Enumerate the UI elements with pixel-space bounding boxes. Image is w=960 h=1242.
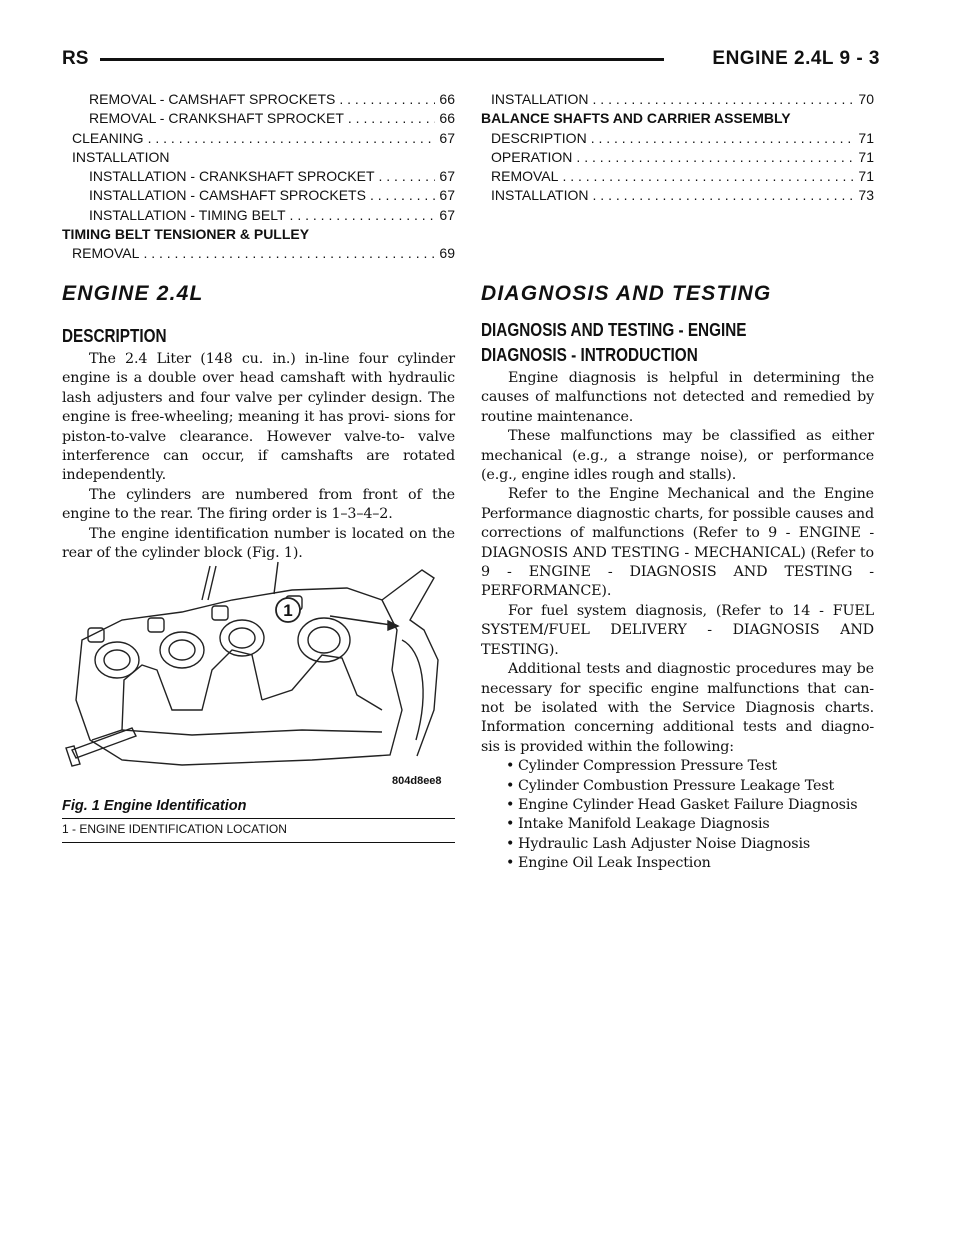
figure-bottom-rule xyxy=(62,842,455,843)
toc-leader xyxy=(290,206,436,225)
figure-engine-identification xyxy=(62,560,455,844)
toc-leader xyxy=(148,129,436,148)
toc-entry[interactable] xyxy=(481,148,874,167)
toc-leader xyxy=(562,167,854,186)
toc-leader xyxy=(143,244,435,263)
paragraph: The engine identification number is located on the rear of the cylinder block (Fig. 1). xyxy=(62,525,455,562)
paragraph: These malfunctions may be classified as either mechanical (e.g., a strange noise), or performance (e.g., engine idles rough and stalls). xyxy=(481,428,874,484)
toc-leader xyxy=(370,186,435,205)
toc-label: REMOVAL - CRANKSHAFT SPROCKET xyxy=(89,110,344,127)
diagnosis-list xyxy=(481,757,874,873)
toc-entry[interactable] xyxy=(62,109,455,128)
toc-label: DESCRIPTION xyxy=(491,129,587,146)
toc-label: REMOVAL xyxy=(491,168,559,185)
toc-label: CLEANING xyxy=(72,129,144,146)
page-header xyxy=(62,44,880,72)
toc-page: 71 xyxy=(858,129,874,146)
paragraph: For fuel system diagnosis, (Refer to 14 - FUEL SYSTEM/FUEL DELIVERY - DIAGNOSIS AND TESTING). xyxy=(481,602,874,658)
toc-entry[interactable] xyxy=(481,129,874,148)
diagnosis-heading-line1: DIAGNOSIS AND TESTING - ENGINE xyxy=(481,320,747,340)
list-item: • Cylinder Compression Pressure Test xyxy=(508,757,874,776)
header-rule xyxy=(100,58,664,61)
toc-label: REMOVAL - CAMSHAFT SPROCKETS xyxy=(89,91,336,107)
toc-entry[interactable] xyxy=(62,244,455,263)
toc-page: 69 xyxy=(439,245,455,262)
paragraph: The 2.4 Liter (148 cu. in.) in-line four cylinder engine is a double over head camshaft with hydraulic lash adjusters and four valve per cylinder design. The engine is free-wheeling; meaning it has provi- sions for piston-to-valve clearance. However valve-to- valve interference can occur, if camshafts are rotated independently. xyxy=(62,351,455,484)
toc-label: INSTALLATION - CAMSHAFT SPROCKETS xyxy=(89,187,366,204)
figure-title: Fig. 1 Engine Identification xyxy=(62,798,247,814)
toc-page: 66 xyxy=(439,91,455,107)
toc-leader xyxy=(593,186,855,205)
toc-section-heading xyxy=(481,109,874,128)
paragraph: Engine diagnosis is helpful in determining the causes of malfunctions not detected and remedied by routine maintenance. xyxy=(481,370,874,425)
toc-entry[interactable] xyxy=(62,129,455,148)
toc-leader xyxy=(379,167,436,186)
list-item: • Cylinder Combustion Pressure Leakage Test xyxy=(508,777,874,796)
toc-entry[interactable] xyxy=(62,186,455,205)
figure-code: 804d8ee8 xyxy=(392,775,442,787)
toc-page: 67 xyxy=(439,168,455,185)
toc-leader xyxy=(339,90,435,109)
toc-label: OPERATION xyxy=(491,148,573,165)
toc-entry[interactable] xyxy=(62,167,455,186)
list-item: • Engine Cylinder Head Gasket Failure Diagnosis xyxy=(508,796,874,815)
engine-block-illustration xyxy=(62,560,455,796)
toc-label: REMOVAL xyxy=(72,245,140,262)
toc-page: 70 xyxy=(858,91,874,107)
toc-leader xyxy=(591,129,855,148)
toc-page: 71 xyxy=(858,148,874,165)
toc-leader xyxy=(348,109,436,128)
toc-entry xyxy=(62,148,455,167)
toc-label: INSTALLATION xyxy=(72,148,170,165)
toc-label: BALANCE SHAFTS AND CARRIER ASSEMBLY xyxy=(481,110,791,127)
toc-page: 71 xyxy=(858,168,874,185)
toc-right xyxy=(481,90,874,206)
page-reference: ENGINE 2.4L 9 - 3 xyxy=(712,48,880,69)
figure-legend: 1 - ENGINE IDENTIFICATION LOCATION xyxy=(62,822,287,836)
toc-left xyxy=(62,90,455,264)
toc-entry[interactable] xyxy=(481,186,874,205)
description-heading: DESCRIPTION xyxy=(62,326,167,346)
description-body xyxy=(62,350,455,563)
toc-page: 66 xyxy=(439,110,455,127)
toc-page: 67 xyxy=(439,206,455,223)
toc-page: 73 xyxy=(858,187,874,204)
toc-entry[interactable] xyxy=(62,90,455,109)
toc-page: 67 xyxy=(439,129,455,146)
toc-entry[interactable] xyxy=(481,90,874,109)
diagnosis-title: DIAGNOSIS AND TESTING xyxy=(481,282,772,305)
paragraph: The cylinders are numbered from front of the engine to the rear. The firing order is 1–3–4–2. xyxy=(62,486,455,523)
toc-leader xyxy=(576,148,854,167)
list-item: • Hydraulic Lash Adjuster Noise Diagnosis xyxy=(508,835,874,854)
paragraph: Additional tests and diagnostic procedures may be necessary for specific engine malfunctions that can- not be isolated with the Service Diagnosis charts. Information concerning additional tests and diagno- sis is provided within the following: xyxy=(481,661,874,755)
figure-rule xyxy=(62,818,455,819)
diagnosis-body xyxy=(481,369,874,874)
toc-entry[interactable] xyxy=(481,167,874,186)
toc-entry[interactable] xyxy=(62,206,455,225)
figure-callout: 1 xyxy=(283,601,293,620)
section-title: ENGINE 2.4L xyxy=(62,282,204,305)
toc-label: INSTALLATION xyxy=(491,187,589,204)
toc-leader xyxy=(593,90,855,109)
diagnosis-block xyxy=(481,320,874,874)
toc-label: INSTALLATION - TIMING BELT xyxy=(89,206,286,223)
list-item: • Engine Oil Leak Inspection xyxy=(508,854,874,873)
description-block xyxy=(62,326,455,563)
toc-page: 67 xyxy=(439,187,455,204)
diagnosis-heading-line2: DIAGNOSIS - INTRODUCTION xyxy=(481,345,698,365)
list-item: • Intake Manifold Leakage Diagnosis xyxy=(508,815,874,834)
toc-label: TIMING BELT TENSIONER & PULLEY xyxy=(62,226,310,243)
toc-label: INSTALLATION xyxy=(491,91,589,107)
paragraph: Refer to the Engine Mechanical and the Engine Performance diagnostic charts, for possible causes and corrections of malfunctions (Refer to 9 - ENGINE - DIAGNOSIS AND TESTING - MECHANICAL) (Refer to 9 - ENGINE - DIAGNOSIS AND TESTING - PERFORMANCE). xyxy=(481,486,874,600)
toc-label: INSTALLATION - CRANKSHAFT SPROCKET xyxy=(89,168,375,185)
toc-section-heading xyxy=(62,225,455,244)
section-code: RS xyxy=(62,48,89,69)
